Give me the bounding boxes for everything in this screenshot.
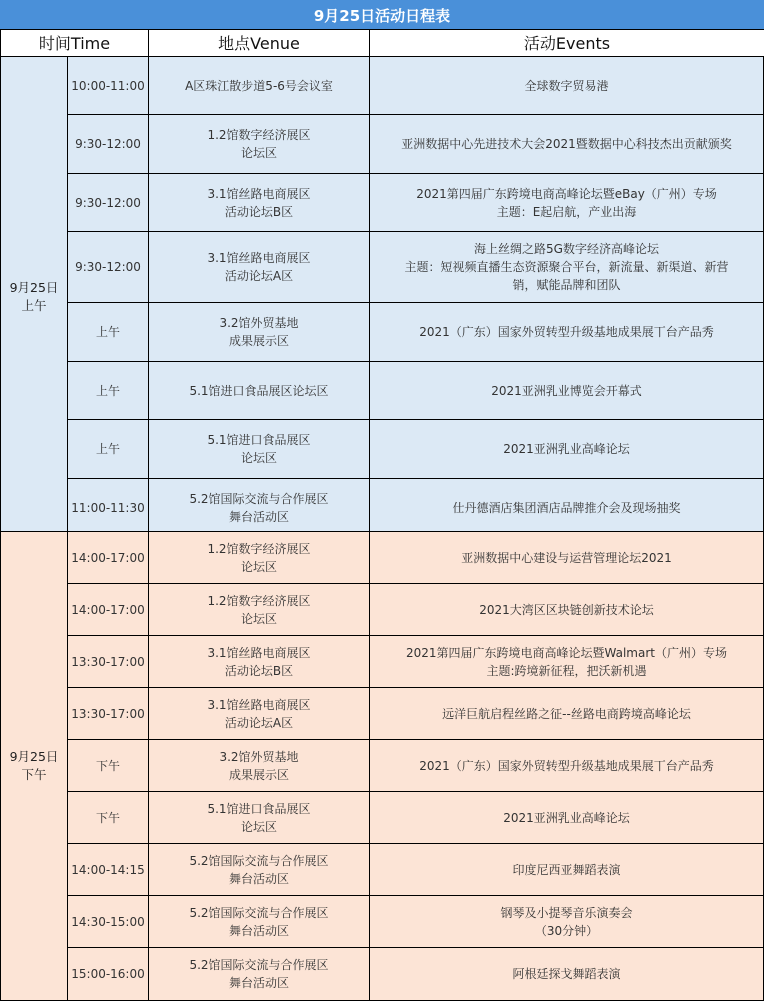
event-line: 阿根廷探戈舞蹈表演 bbox=[512, 967, 621, 981]
time-cell: 9:30-12:00 bbox=[67, 231, 149, 303]
venue-line: 舞台活动区 bbox=[228, 976, 289, 990]
time-cell: 下午 bbox=[67, 791, 149, 844]
time-cell: 14:00-17:00 bbox=[67, 531, 149, 584]
event-line: 主题:跨境新征程，把沃新机遇 bbox=[486, 663, 647, 678]
header-time: 时间Time bbox=[0, 29, 149, 58]
event-line: （30分钟） bbox=[534, 923, 599, 938]
venue-cell bbox=[148, 531, 370, 584]
venue-line: 3.1馆丝路电商展区 bbox=[207, 186, 311, 201]
venue-line: 3.1馆丝路电商展区 bbox=[207, 251, 311, 265]
event-line: 2021亚洲乳业博览会开幕式 bbox=[491, 383, 642, 398]
venue-cell bbox=[148, 739, 370, 792]
venue-line: 3.2馆外贸基地 bbox=[219, 316, 299, 330]
time-cell: 上午 bbox=[67, 419, 149, 479]
event-cell bbox=[369, 361, 764, 420]
venue-cell bbox=[148, 114, 370, 174]
event-line: 2021第四届广东跨境电商高峰论坛暨Walmart（广州）专场 bbox=[405, 645, 727, 660]
header-venue: 地点Venue bbox=[148, 29, 370, 58]
venue-line: 5.2馆国际交流与合作展区 bbox=[189, 958, 329, 972]
venue-line: 活动论坛A区 bbox=[224, 269, 294, 283]
venue-cell bbox=[148, 843, 370, 896]
venue-line: 活动论坛B区 bbox=[224, 663, 294, 678]
event-cell bbox=[369, 739, 764, 792]
venue-line: 5.2馆国际交流与合作展区 bbox=[189, 853, 329, 868]
venue-cell bbox=[148, 56, 370, 115]
time-cell: 11:00-11:30 bbox=[67, 478, 149, 537]
venue-line: 3.1馆丝路电商展区 bbox=[207, 697, 311, 712]
event-line: 亚洲数据中心先进技术大会2021暨数据中心科技杰出贡献颁奖 bbox=[401, 137, 732, 151]
event-line: 2021（广东）国家外贸转型升级基地成果展丅台产品秀 bbox=[419, 758, 714, 773]
venue-cell bbox=[148, 419, 370, 479]
venue-line: 舞台活动区 bbox=[228, 509, 289, 524]
time-cell: 14:00-14:15 bbox=[67, 843, 149, 896]
venue-line: 5.2馆国际交流与合作展区 bbox=[189, 491, 329, 506]
event-cell bbox=[369, 635, 764, 688]
venue-cell bbox=[148, 635, 370, 688]
event-line: 印度尼西亚舞蹈表演 bbox=[512, 862, 621, 877]
venue-line: 1.2馆数字经济展区 bbox=[207, 593, 311, 608]
venue-line: 5.1馆进口食品展区论坛区 bbox=[189, 383, 329, 398]
time-cell: 13:30-17:00 bbox=[67, 635, 149, 688]
time-cell: 14:00-17:00 bbox=[67, 583, 149, 636]
event-line: 主题：短视频直播生态资源聚合平台，新流量、新渠道、新营 bbox=[404, 260, 729, 274]
venue-cell bbox=[148, 791, 370, 844]
venue-line: 5.1馆进口食品展区 bbox=[207, 433, 311, 447]
venue-line: 论坛区 bbox=[240, 819, 277, 834]
event-cell bbox=[369, 231, 764, 303]
event-cell bbox=[369, 531, 764, 584]
event-line: 全球数字贸易港 bbox=[524, 78, 609, 93]
venue-line: 论坛区 bbox=[240, 559, 277, 574]
event-cell bbox=[369, 173, 764, 232]
event-line: 仕丹德酒店集团酒店品牌推介会及现场抽奖 bbox=[452, 500, 681, 515]
event-cell bbox=[369, 947, 764, 1001]
event-line: 2021大湾区区块链创新技术论坛 bbox=[479, 602, 654, 617]
event-cell bbox=[369, 687, 764, 740]
header-events: 活动Events bbox=[369, 29, 764, 58]
event-cell bbox=[369, 791, 764, 844]
time-cell: 14:30-15:00 bbox=[67, 895, 149, 948]
event-cell bbox=[369, 843, 764, 896]
event-cell bbox=[369, 56, 764, 115]
venue-line: A区珠江散步道5-6号会议室 bbox=[185, 78, 333, 93]
venue-line: 论坛区 bbox=[240, 451, 277, 465]
day-label bbox=[0, 56, 68, 537]
event-cell bbox=[369, 419, 764, 479]
event-line: 2021第四届广东跨境电商高峰论坛暨eBay（广州）专场 bbox=[416, 186, 717, 201]
day-label-line: 9月25日 bbox=[9, 279, 59, 295]
event-line: 2021亚洲乳业高峰论坛 bbox=[503, 442, 630, 456]
venue-cell bbox=[148, 231, 370, 303]
venue-line: 成果展示区 bbox=[228, 767, 289, 782]
time-cell: 上午 bbox=[67, 302, 149, 362]
event-line: 2021亚洲乳业高峰论坛 bbox=[503, 810, 630, 825]
event-line: 钢琴及小提琴音乐演奏会 bbox=[500, 905, 633, 920]
page-title: 9月25日活动日程表 bbox=[0, 0, 764, 30]
event-line: 海上丝绸之路5G数字经济高峰论坛 bbox=[474, 242, 659, 256]
venue-cell bbox=[148, 583, 370, 636]
venue-cell bbox=[148, 687, 370, 740]
venue-line: 1.2馆数字经济展区 bbox=[207, 541, 311, 556]
venue-cell bbox=[148, 895, 370, 948]
day-label-line: 9月25日 bbox=[9, 749, 59, 764]
venue-cell bbox=[148, 947, 370, 1001]
event-cell bbox=[369, 302, 764, 362]
event-line: 2021（广东）国家外贸转型升级基地成果展丅台产品秀 bbox=[419, 325, 714, 339]
venue-line: 论坛区 bbox=[240, 611, 277, 626]
venue-cell bbox=[148, 302, 370, 362]
event-cell bbox=[369, 478, 764, 537]
venue-line: 3.1馆丝路电商展区 bbox=[207, 645, 311, 660]
venue-line: 5.1馆进口食品展区 bbox=[207, 801, 311, 816]
time-cell: 10:00-11:00 bbox=[67, 56, 149, 115]
time-cell: 9:30-12:00 bbox=[67, 114, 149, 174]
time-cell: 下午 bbox=[67, 739, 149, 792]
day-label-line: 下午 bbox=[21, 767, 47, 782]
day-label bbox=[0, 531, 68, 1001]
event-line: 销，赋能品牌和团队 bbox=[512, 278, 621, 292]
venue-line: 活动论坛B区 bbox=[224, 204, 294, 219]
venue-cell bbox=[148, 173, 370, 232]
event-line: 主题：E起启航，产业出海 bbox=[496, 204, 637, 219]
event-line: 远洋巨航启程丝路之征--丝路电商跨境高峰论坛 bbox=[442, 706, 691, 721]
time-cell: 13:30-17:00 bbox=[67, 687, 149, 740]
venue-line: 5.2馆国际交流与合作展区 bbox=[189, 905, 329, 920]
venue-cell bbox=[148, 478, 370, 537]
venue-line: 论坛区 bbox=[240, 146, 277, 160]
event-line: 亚洲数据中心建设与运营管理论坛2021 bbox=[461, 550, 672, 565]
venue-line: 3.2馆外贸基地 bbox=[219, 749, 299, 764]
event-cell bbox=[369, 895, 764, 948]
time-cell: 上午 bbox=[67, 361, 149, 420]
venue-line: 成果展示区 bbox=[228, 334, 289, 348]
venue-cell bbox=[148, 361, 370, 420]
event-cell bbox=[369, 114, 764, 174]
venue-line: 舞台活动区 bbox=[228, 871, 289, 886]
venue-line: 1.2馆数字经济展区 bbox=[207, 128, 311, 142]
day-label-line: 上午 bbox=[21, 297, 47, 313]
time-cell: 9:30-12:00 bbox=[67, 173, 149, 232]
venue-line: 舞台活动区 bbox=[228, 923, 289, 938]
venue-line: 活动论坛A区 bbox=[224, 715, 294, 730]
event-cell bbox=[369, 583, 764, 636]
time-cell: 15:00-16:00 bbox=[67, 947, 149, 1001]
